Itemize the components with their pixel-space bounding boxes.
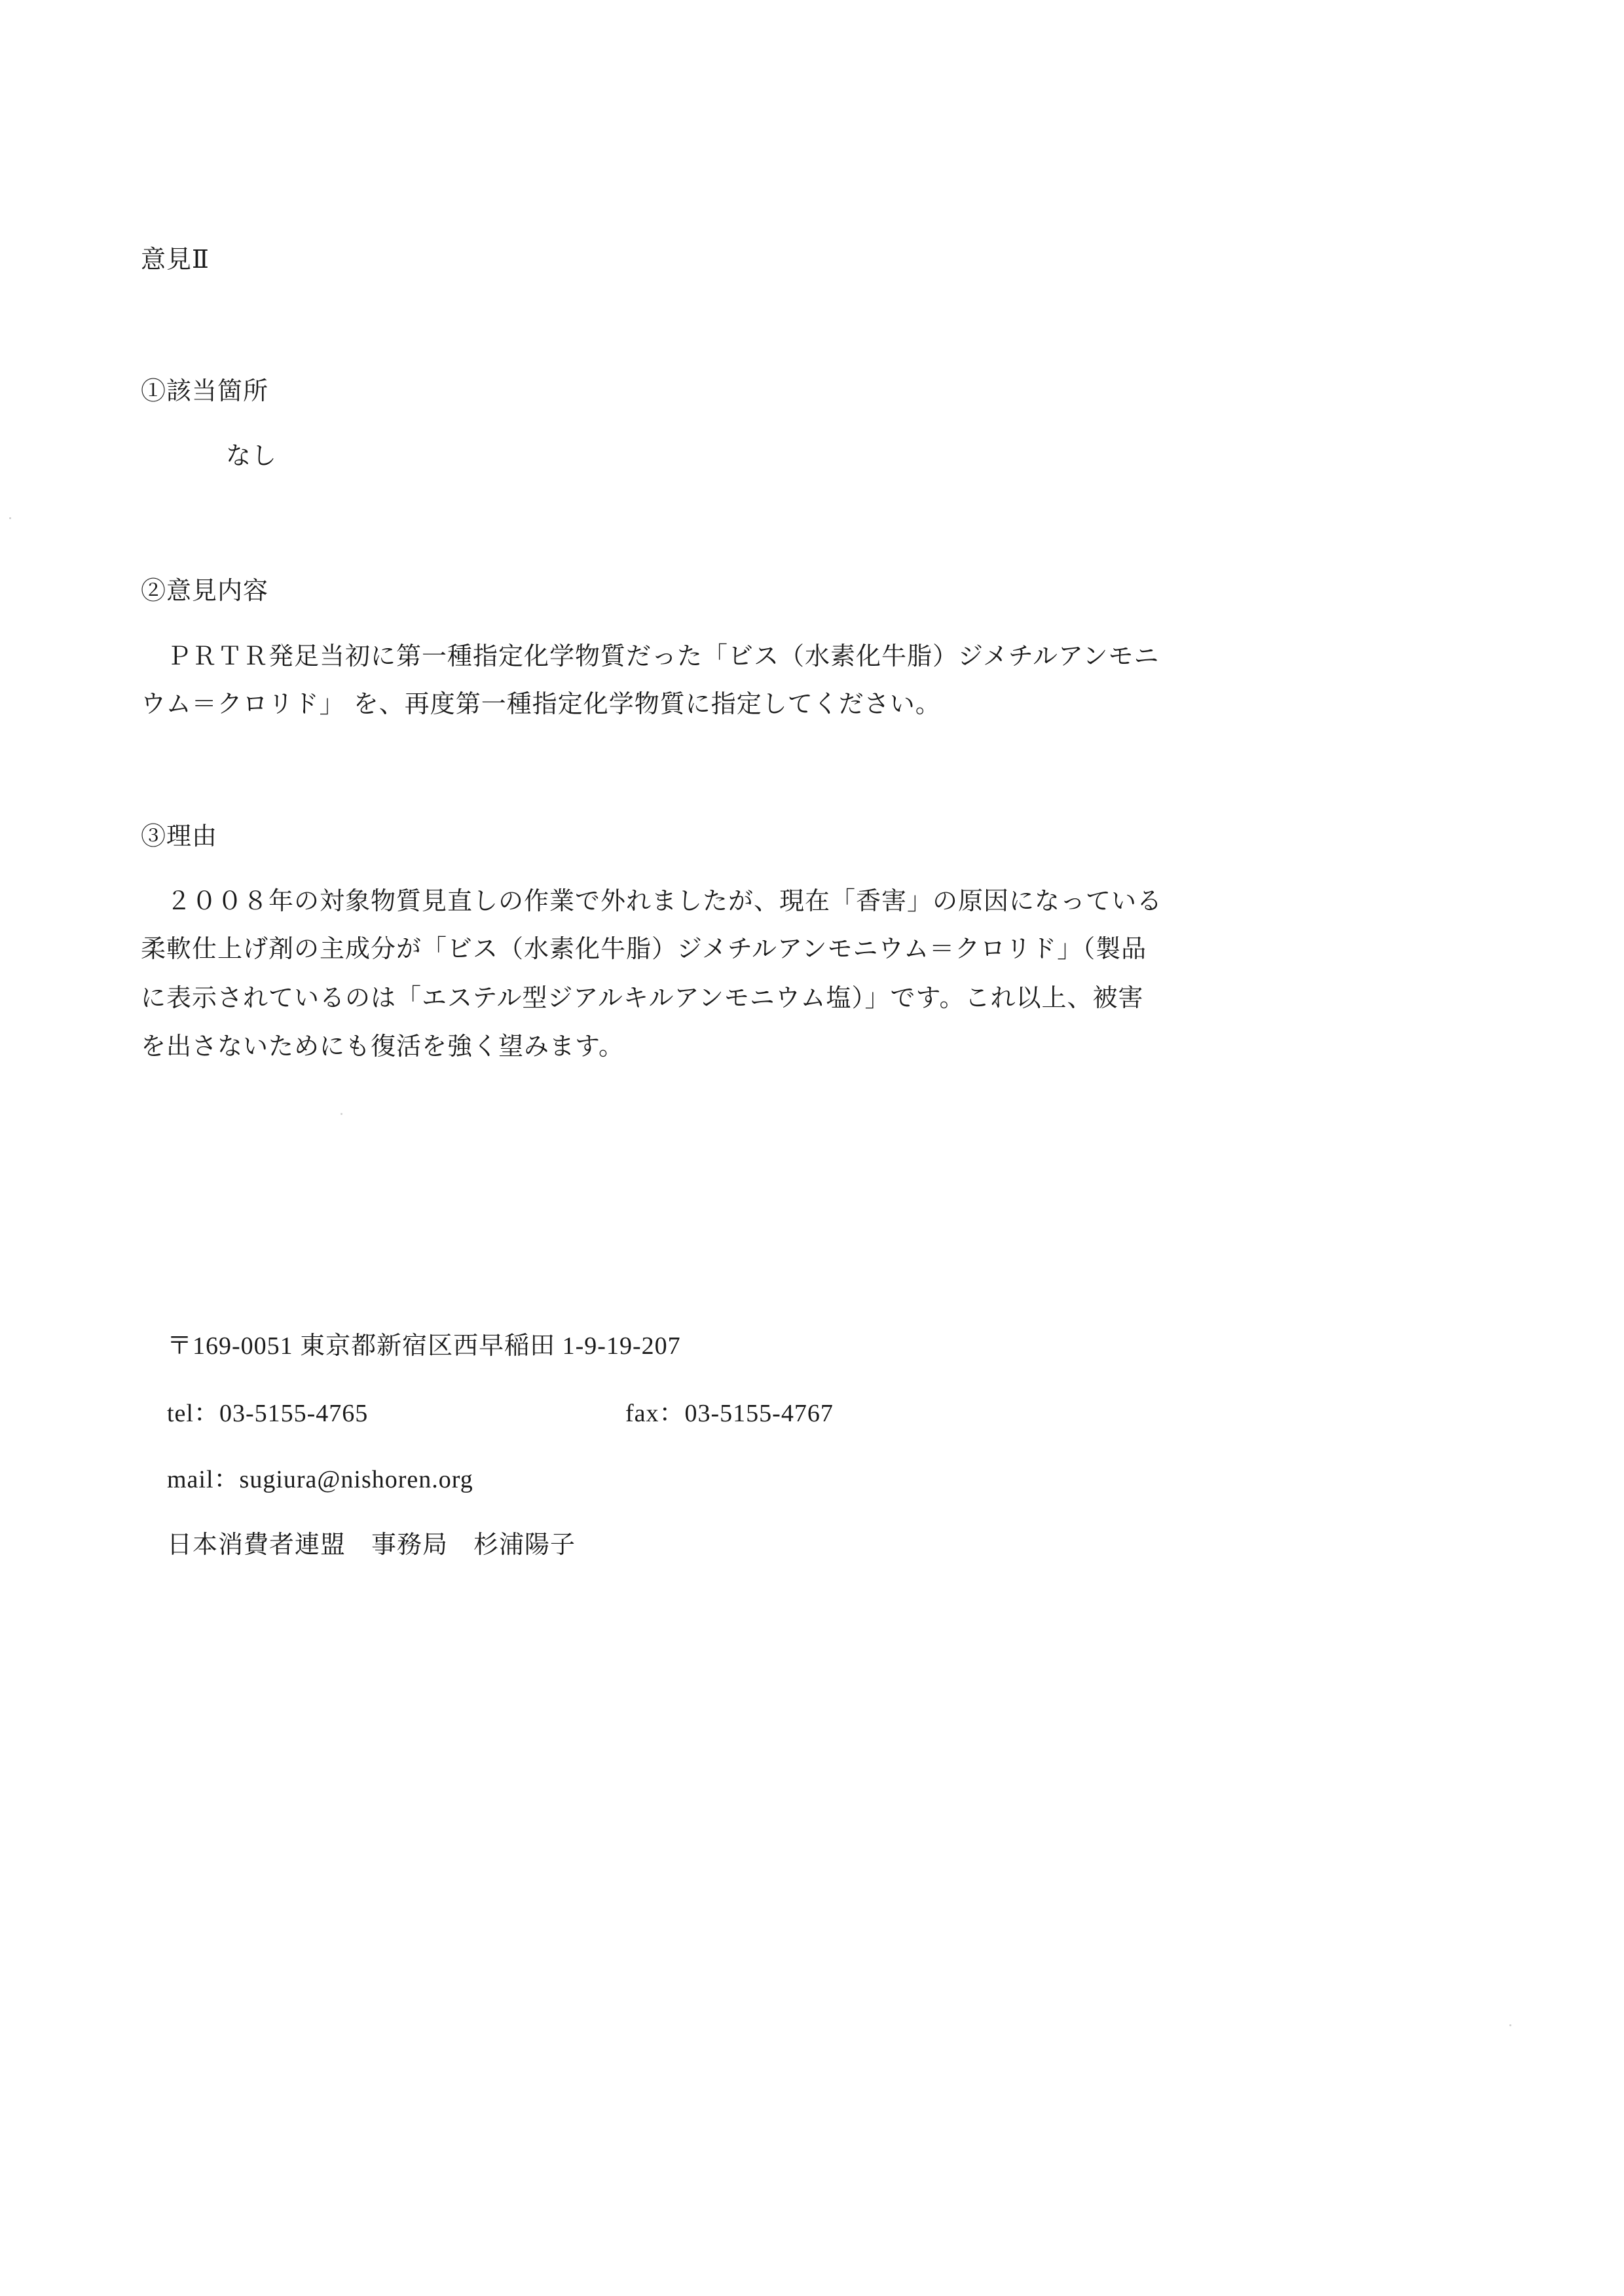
opinion-line-1: ＰＲＴＲ発足当初に第一種指定化学物質だった「ビス（水素化牛脂）ジメチルアンモニ	[141, 642, 1160, 670]
section-heading-opinion: ②意見内容	[141, 576, 269, 605]
reason-line-4: を出さないためにも復活を強く望みます。	[141, 1032, 624, 1061]
reason-line-3: に表示されているのは「エステル型ジアルキルアンモニウム塩）」です。これ以上、被害	[141, 983, 1144, 1012]
section-heading-relevant-part: ①該当箇所	[141, 376, 269, 405]
document-title: 意見Ⅱ	[141, 245, 210, 274]
opinion-line-2: ウム＝クロリド」 を、再度第一種指定化学物質に指定してください。	[141, 689, 941, 718]
contact-phone-row	[167, 1398, 834, 1429]
contact-mail: mail：sugiura@nishoren.org	[167, 1466, 473, 1493]
reason-line-2: 柔軟仕上げ剤の主成分が「ビス（水素化牛脂）ジメチルアンモニウム＝クロリド」（製品	[141, 934, 1147, 963]
contact-address: 〒169-0051 東京都新宿区西早稲田 1-9-19-207	[167, 1332, 681, 1360]
section-heading-reason: ③理由	[141, 822, 218, 850]
scan-speck	[9, 517, 11, 519]
contact-tel: tel：03-5155-4765	[167, 1400, 369, 1427]
scan-speck	[341, 1113, 342, 1115]
contact-organization: 日本消費者連盟 事務局 杉浦陽子	[167, 1531, 576, 1559]
scan-speck	[1509, 2024, 1511, 2026]
contact-fax: fax：03-5155-4767	[625, 1400, 834, 1427]
section-body-relevant-part: なし	[226, 441, 278, 470]
reason-line-1: ２００８年の対象物質見直しの作業で外れましたが、現在「香害」の原因になっている	[141, 886, 1163, 915]
